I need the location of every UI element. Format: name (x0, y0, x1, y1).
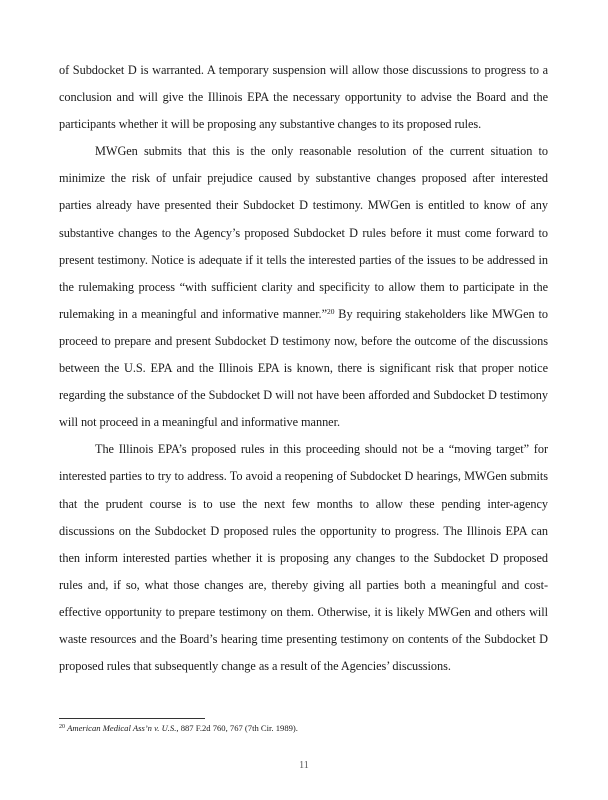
paragraph-3 (59, 436, 548, 680)
paragraph-3-text: The Illinois EPA’s proposed rules in this proceeding should not be a “moving target” for interested parties to try to address. To avoid a reopening of Subdocket D hearings, MWGen submits that the prudent course is to use the next few months to allow these pending inter-agency discussions on the Subdocket D proposed rules the opportunity to progress. The Illinois EPA can then inform interested parties whether it is proposing any changes to the Subdocket D proposed rules and, if so, what those changes are, thereby giving all parties both a meaningful and cost-effective opportunity to prepare testimony on them. Otherwise, it is likely MWGen and others will waste resources and the Board’s hearing time presenting testimony on contents of the Subdocket D proposed rules that subsequently change as a result of the Agencies’ discussions. (59, 442, 548, 674)
paragraph-1-text: of Subdocket D is warranted. A temporary suspension will allow those discussions to progress to a conclusion and will give the Illinois EPA the necessary opportunity to advise the Board and the participants whether it will be proposing any substantive changes to its proposed rules. (59, 63, 548, 132)
paragraph-1 (59, 57, 548, 138)
paragraph-2 (59, 138, 548, 436)
paragraph-2-text-continued: By requiring stakeholders like MWGen to proceed to prepare and present Subdocket D testimony now, before the outcome of the discussions between the U.S. EPA and the Illinois EPA is known, there is significant risk that proper notice regarding the substance of the Subdocket D will not have been afforded and Subdocket D testimony will not proceed in a meaningful and informative manner. (59, 306, 548, 430)
footnote-reference: 20 (327, 306, 335, 316)
footnote-number: 20 (59, 724, 65, 730)
body-text (59, 57, 548, 680)
footnote-case-name: American Medical Ass’n v. U.S. (67, 723, 177, 733)
page-number: 11 (299, 760, 309, 771)
footnote (59, 722, 548, 735)
paragraph-2-text: MWGen submits that this is the only reasonable resolution of the current situation to minimize the risk of unfair prejudice caused by substantive changes proposed after interested parties already have presented their Subdocket D testimony. MWGen is entitled to know of any substantive changes to the Agency’s proposed Subdocket D rules before it must come forward to present testimony. Notice is adequate if it tells the interested parties of the issues to be addressed in the rulemaking process “with sufficient clarity and specificity to allow them to participate in the rulemaking in a meaningful and informative manner.” (59, 144, 548, 321)
footnote-citation: , 887 F.2d 760, 767 (7th Cir. 1989). (176, 723, 298, 733)
footnote-separator (59, 718, 205, 719)
